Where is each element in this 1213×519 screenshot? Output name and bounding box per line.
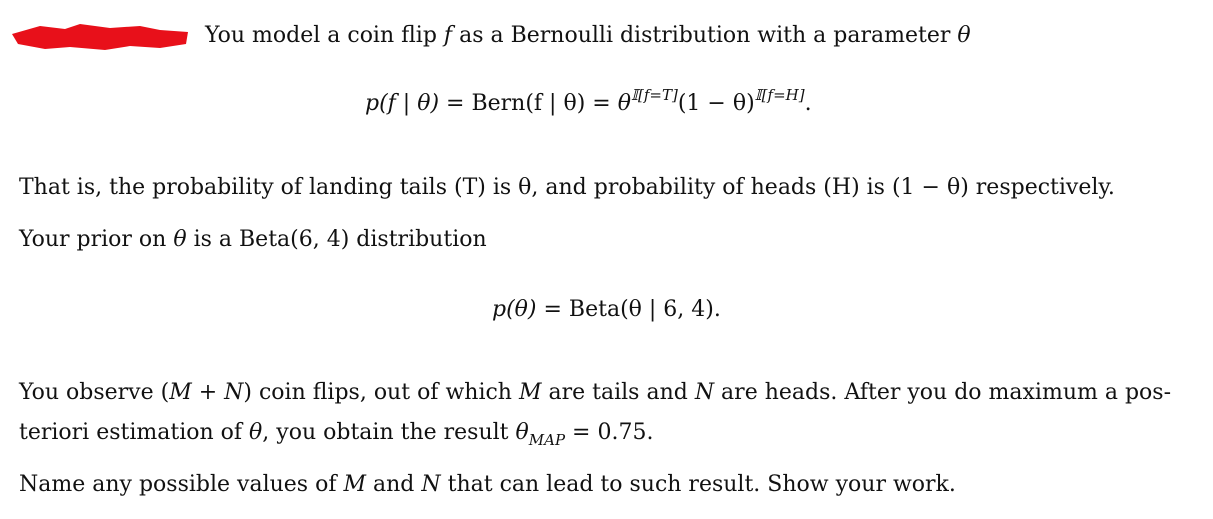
observation-line-2: teriori estimation of θ, you obtain the result $\theta_{MAP} = 0.75$. [19, 420, 654, 449]
prior-equation: p(θ) = Beta(θ | 6, 4). [492, 297, 721, 322]
theta-symbol: θ [957, 23, 971, 48]
likelihood-equation: p(f | θ) = Bern(f | $\theta) = \theta^{𝕀[f=T]}(1 - \theta)^{𝕀[f=H]}$. [365, 86, 812, 116]
f-symbol: f [443, 23, 453, 48]
observation-line-1: You observe (M + N) coin flips, out of which M are tails and N are heads. After you do maximum a pos- [19, 380, 1172, 405]
indicator-tails: 𝕀[f=T] [630, 86, 678, 104]
intro-sentence: You model a coin flip f as a Bernoulli distribution with a parameter θ [205, 23, 971, 48]
redaction-mark [10, 20, 190, 52]
redaction-scribble [12, 24, 188, 50]
probability-explanation: That is, the probability of landing tails (T) is θ, and probability of heads (H) is (1 − θ) respectively. [19, 175, 1115, 200]
prior-sentence: Your prior on θ is a Beta(6, 4) distribution [19, 227, 487, 252]
task-instruction: Name any possible values of M and N that can lead to such result. Show your work. [19, 472, 956, 497]
indicator-heads: 𝕀[f=H] [754, 86, 805, 104]
map-subscript: MAP [528, 431, 566, 449]
